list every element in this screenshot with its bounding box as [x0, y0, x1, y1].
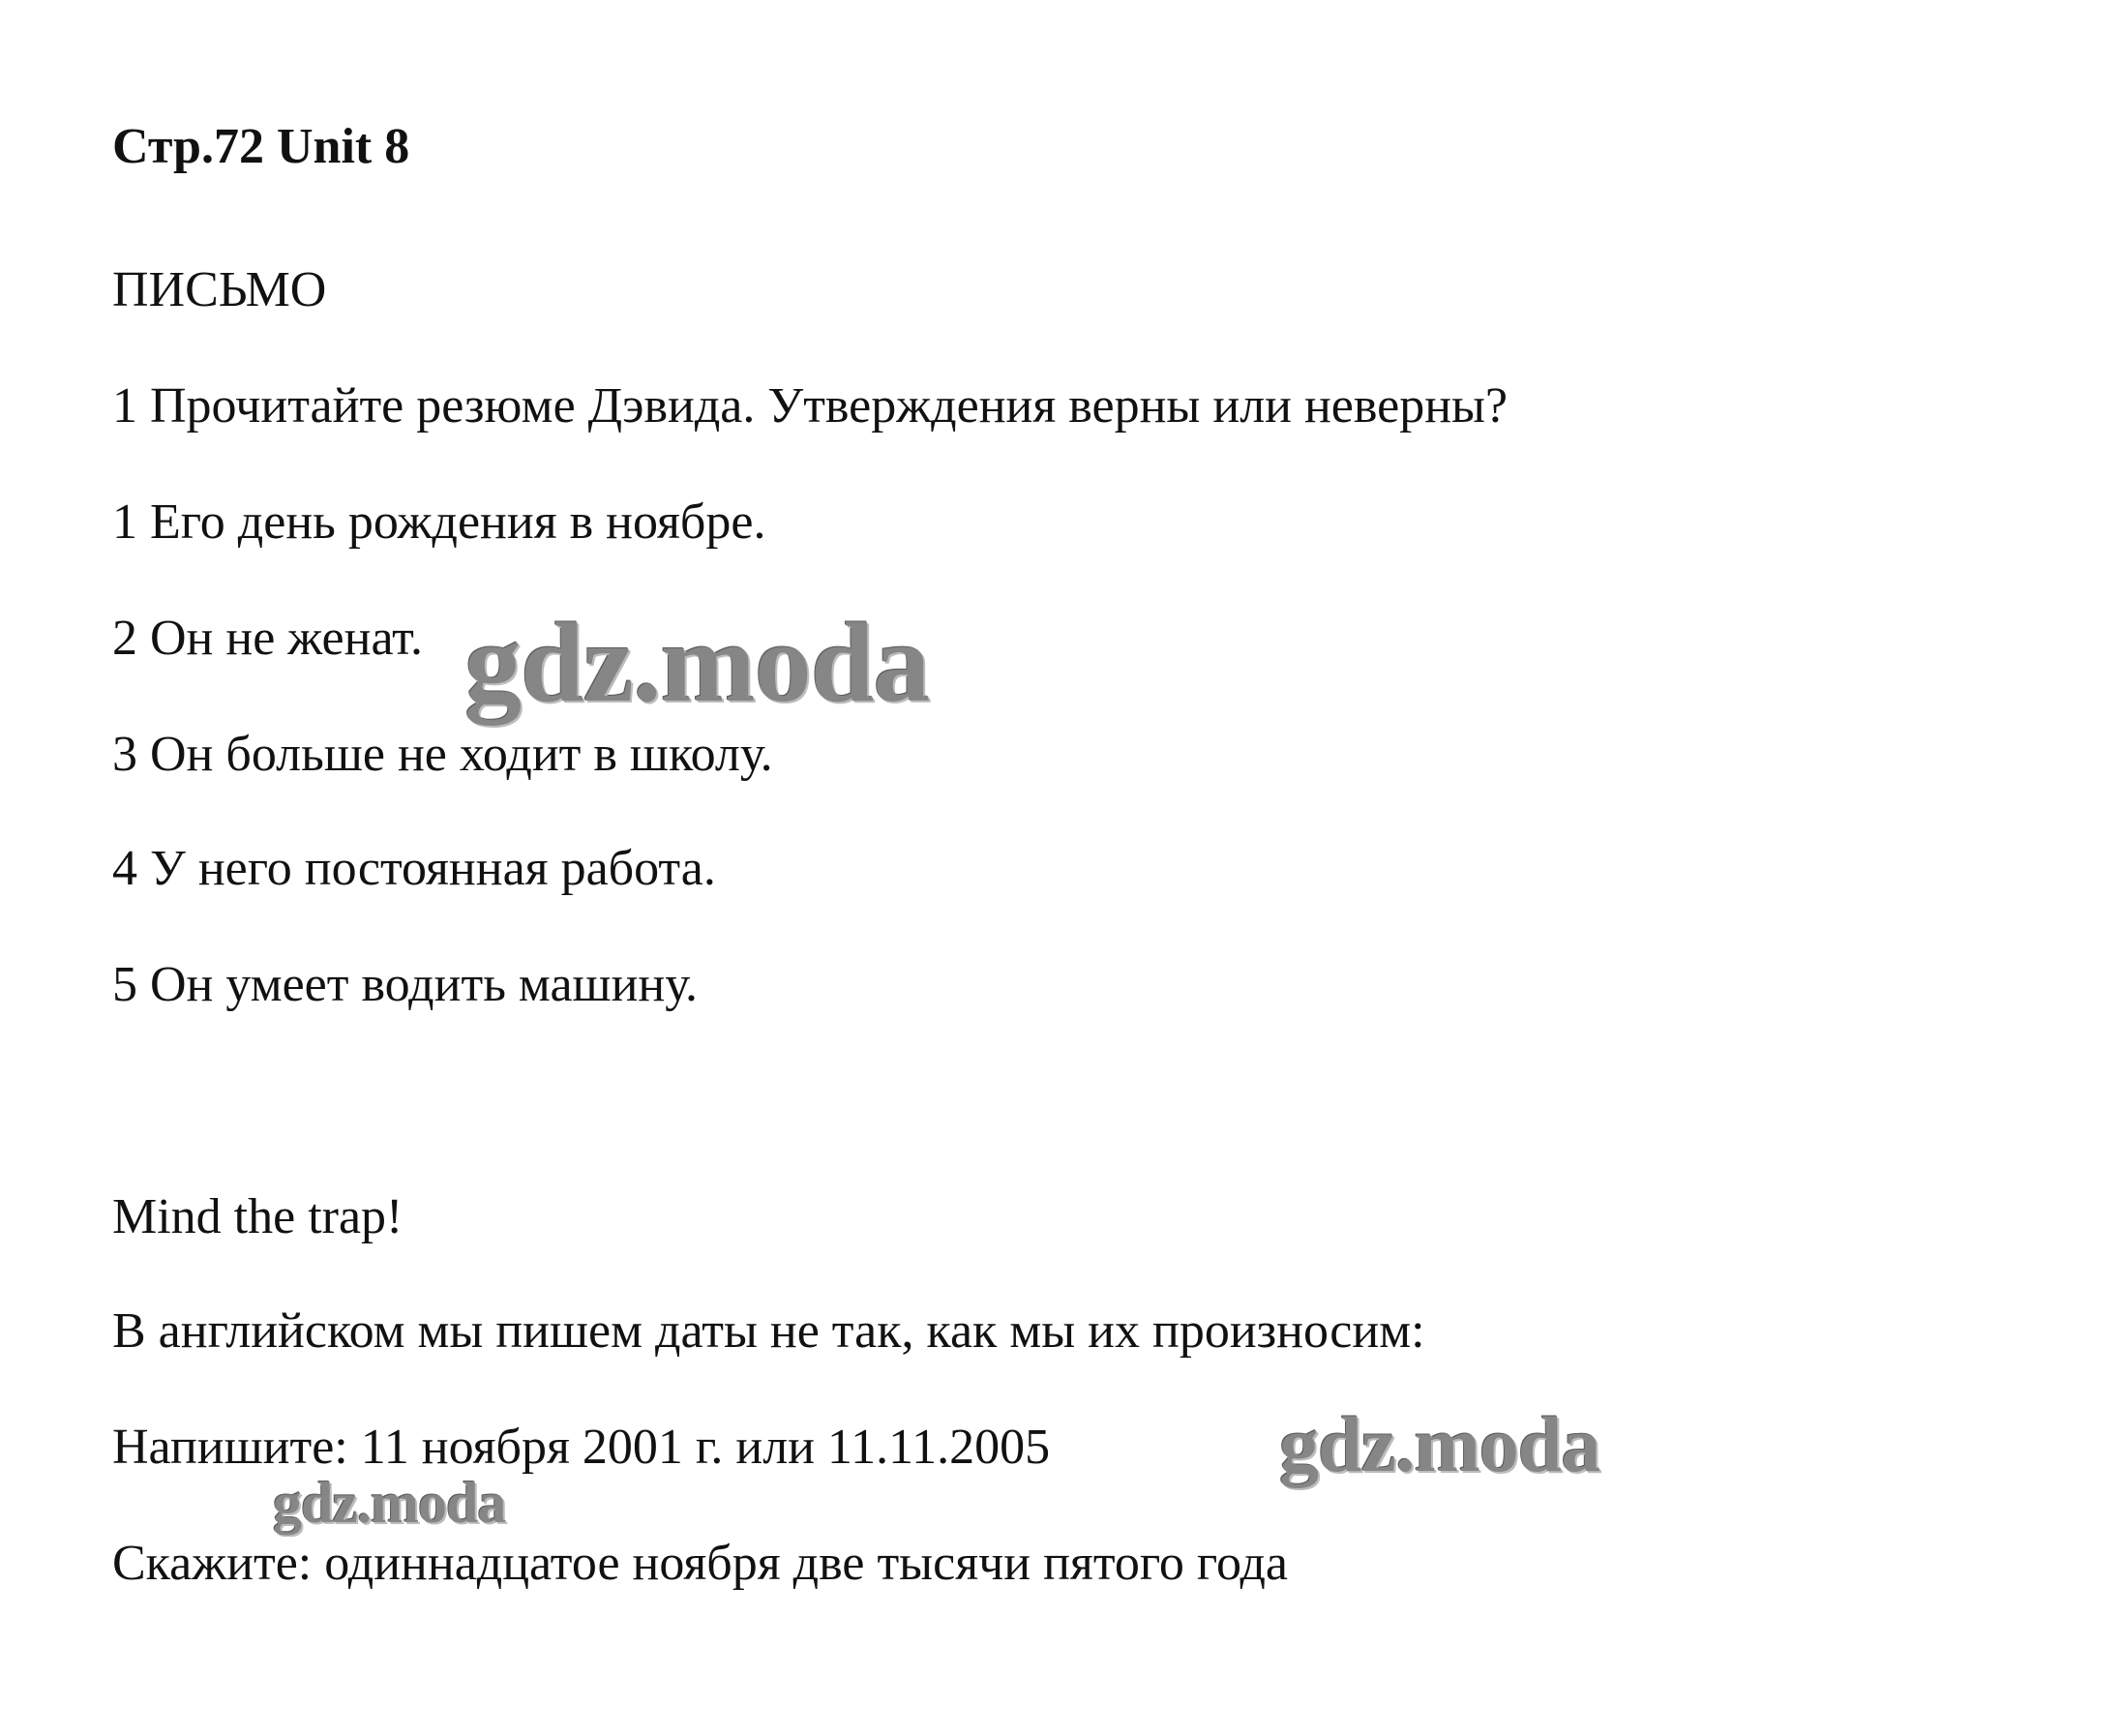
say-date-line: Скажите: одиннадцатое ноября две тысячи пятого года: [112, 1536, 1288, 1591]
statement-item: 5 Он умеет водить машину.: [112, 957, 699, 1012]
statement-item: 2 Он не женат.: [112, 611, 423, 666]
watermark: gdz.moda: [1279, 1400, 1600, 1488]
watermark: gdz.moda: [273, 1471, 506, 1535]
watermark: gdz.moda: [464, 599, 930, 726]
statement-item: 3 Он больше не ходит в школу.: [112, 727, 773, 782]
mind-the-trap-heading: Mind the trap!: [112, 1189, 403, 1244]
section-heading: ПИСЬМО: [112, 262, 327, 317]
task-instruction: 1 Прочитайте резюме Дэвида. Утверждения верны или неверны?: [112, 378, 1509, 434]
write-date-line: Напишите: 11 ноября 2001 г. или 11.11.2005: [112, 1420, 1051, 1475]
page-title: Стр.72 Unit 8: [112, 119, 410, 174]
statement-item: 4 У него постоянная работа.: [112, 841, 716, 896]
statement-item: 1 Его день рождения в ноябре.: [112, 494, 766, 550]
mind-the-trap-text: В английском мы пишем даты не так, как мы их произносим:: [112, 1303, 1425, 1359]
